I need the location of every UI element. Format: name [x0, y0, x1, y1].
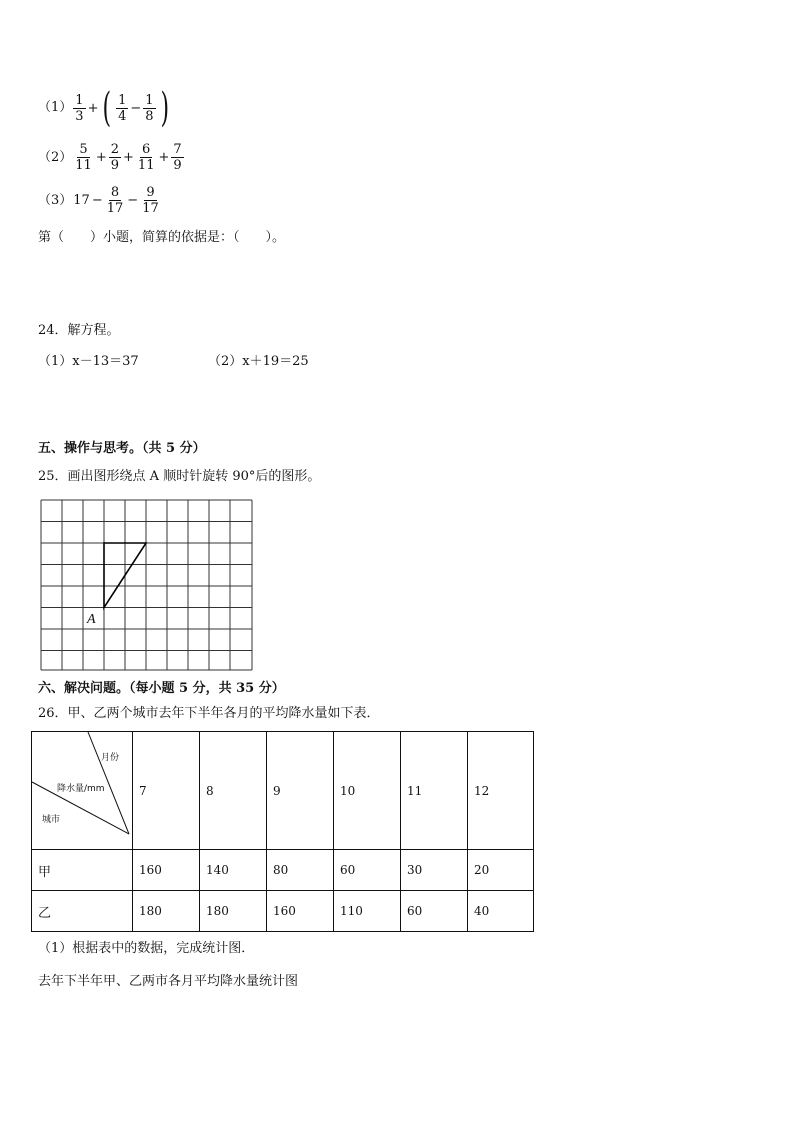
month-cell: 11 — [401, 732, 468, 850]
value-cell: 110 — [334, 891, 401, 932]
value-cell: 160 — [267, 891, 334, 932]
month-cell: 7 — [133, 732, 200, 850]
value-cell: 180 — [133, 891, 200, 932]
left-paren: ( — [102, 85, 112, 131]
q23-item2 — [38, 142, 185, 173]
grid-lines — [41, 500, 252, 670]
rainfall-table — [31, 731, 534, 932]
value-cell: 60 — [401, 891, 468, 932]
fraction: $\frac{1}{3}$ — [75, 92, 84, 124]
minus-sign: − — [130, 100, 142, 116]
value-cell: 20 — [468, 850, 534, 891]
item-label: （2） — [38, 149, 73, 165]
plus-sign: + — [123, 150, 134, 165]
right-paren: ) — [160, 85, 169, 131]
fraction: $\frac{9}{17}$ — [142, 185, 159, 216]
fraction: $\frac{7}{9}$ — [173, 142, 182, 173]
city-cell: 乙 — [32, 891, 133, 932]
rotation-grid — [36, 497, 258, 673]
whole-number: 17 — [73, 193, 90, 208]
fraction: $\frac{8}{17}$ — [106, 185, 124, 216]
chart-title: 去年下半年甲、乙两市各月平均降水量统计图 — [38, 974, 299, 989]
section5-title: 五、操作与思考。（共 5 分） — [38, 441, 206, 456]
header-month: 月份 — [101, 753, 120, 763]
value-cell: 180 — [200, 891, 267, 932]
month-cell: 9 — [267, 732, 334, 850]
q24-eq1: （1）x－13＝37 — [38, 354, 139, 369]
table-row — [32, 850, 534, 891]
plus-sign: + — [87, 100, 99, 116]
value-cell: 40 — [468, 891, 534, 932]
sub-question-1: （1）根据表中的数据，完成统计图． — [38, 941, 255, 956]
city-cell: 甲 — [32, 850, 133, 891]
table-header-row — [32, 732, 534, 850]
fraction: $\frac{5}{11}$ — [75, 142, 92, 173]
month-cell: 10 — [334, 732, 401, 850]
value-cell: 30 — [401, 850, 468, 891]
q24-eq2: （2）x＋19＝25 — [208, 354, 309, 369]
q24-title: 24．解方程。 — [38, 323, 120, 338]
fraction: $\frac{1}{8}$ — [145, 92, 154, 124]
minus-sign: − — [91, 193, 103, 208]
point-a-label: A — [87, 612, 96, 627]
plus-sign: + — [158, 150, 170, 165]
q26-text: 26．甲、乙两个城市去年下半年各月的平均降水量如下表． — [38, 706, 380, 721]
table-row — [32, 891, 534, 932]
minus-sign: − — [127, 193, 139, 208]
q23-question: 第（ ）小题，简算的依据是：（ ）。 — [38, 230, 286, 245]
fraction: $\frac{2}{9}$ — [110, 142, 120, 173]
fraction: $\frac{6}{11}$ — [137, 142, 155, 173]
value-cell: 160 — [133, 850, 200, 891]
fraction: $\frac{1}{4}$ — [118, 92, 127, 124]
plus-sign: + — [95, 150, 107, 165]
item-label: （3） — [38, 192, 73, 208]
diagonal-header-cell — [32, 732, 133, 850]
q23-item3 — [38, 185, 162, 216]
item-label: （1） — [38, 100, 73, 115]
month-cell: 12 — [468, 732, 534, 850]
month-cell: 8 — [200, 732, 267, 850]
q25-text: 25．画出图形绕点 A 顺时针旋转 90°后的图形。 — [38, 469, 321, 484]
header-rainfall: 降水量/mm — [57, 784, 105, 794]
value-cell: 140 — [200, 850, 267, 891]
q23-item1 — [38, 85, 172, 131]
value-cell: 80 — [267, 850, 334, 891]
section6-title: 六、解决问题。（每小题 5 分，共 35 分） — [38, 681, 285, 696]
header-city: 城市 — [42, 815, 61, 825]
value-cell: 60 — [334, 850, 401, 891]
